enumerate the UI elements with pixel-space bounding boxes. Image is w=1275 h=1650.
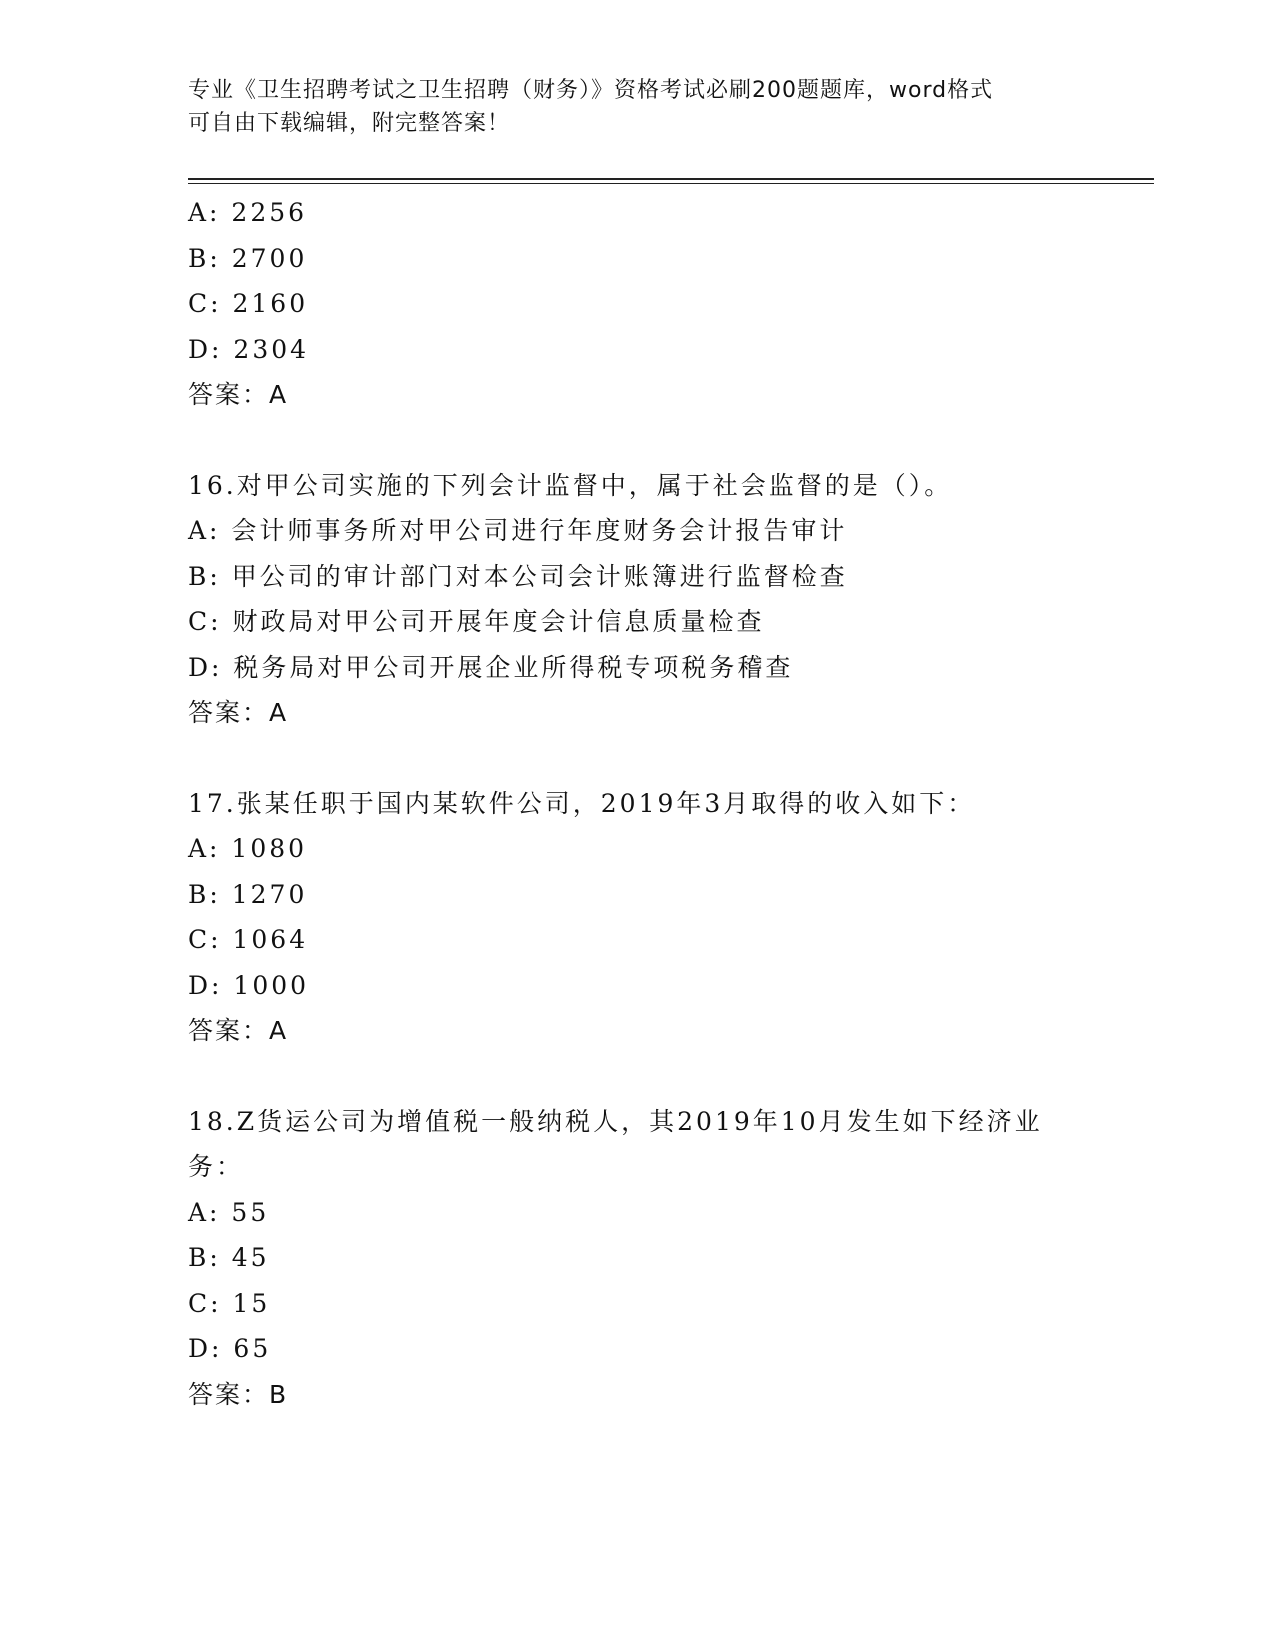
question-list [188,190,1148,1417]
header-divider-thick [188,178,1154,180]
option-b: B: 甲公司的审计部门对本公司会计账簿进行监督检查 [188,561,848,591]
block-spacer [188,418,1148,463]
option-d: D: 65 [188,1334,272,1363]
question-block-16 [188,463,1148,736]
option-d: D: 1000 [188,970,310,1000]
question-text: 17.张某任职于国内某软件公司，2019年3月取得的收入如下： [188,788,976,818]
option-a: A: 1080 [188,834,308,863]
question-text: 16.对甲公司实施的下列会计监督中，属于社会监督的是（）。 [188,470,953,500]
option-d: D: 2304 [188,334,310,364]
option-c: C: 1064 [188,925,309,954]
header-divider-thin [188,183,1154,184]
header-title-line-1: 专业《卫生招聘考试之卫生招聘（财务）》资格考试必刷200题题库，word格式 [188,78,994,103]
answer-label: 答案：A [188,380,289,409]
header-title-line-2: 可自由下载编辑，附完整答案！ [188,111,511,136]
option-c: C: 2160 [188,289,309,318]
question-text-line-1: 18.Z货运公司为增值税一般纳税人，其2019年10月发生如下经济业 [188,1106,1043,1136]
option-c: C: 15 [188,1288,271,1318]
question-text-line-2: 务： [188,1152,245,1181]
question-block-17 [188,781,1148,1054]
option-a: A: 会计师事务所对甲公司进行年度财务会计报告审计 [188,516,848,545]
document-header [188,74,1068,140]
answer-label: 答案：A [188,1016,289,1045]
question-block-18 [188,1099,1148,1418]
answer-label: 答案：B [188,1379,289,1409]
option-a: A: 55 [188,1197,270,1227]
option-d: D: 税务局对甲公司开展企业所得税专项税务稽查 [188,652,794,682]
block-spacer [188,736,1148,781]
option-a: A: 2256 [188,198,308,227]
option-b: B: 1270 [188,879,308,909]
option-c: C: 财政局对甲公司开展年度会计信息质量检查 [188,607,765,636]
answer-label: 答案：A [188,698,289,727]
question-block-15 [188,190,1148,418]
option-b: B: 45 [188,1243,270,1272]
block-spacer [188,1054,1148,1099]
option-b: B: 2700 [188,243,308,273]
